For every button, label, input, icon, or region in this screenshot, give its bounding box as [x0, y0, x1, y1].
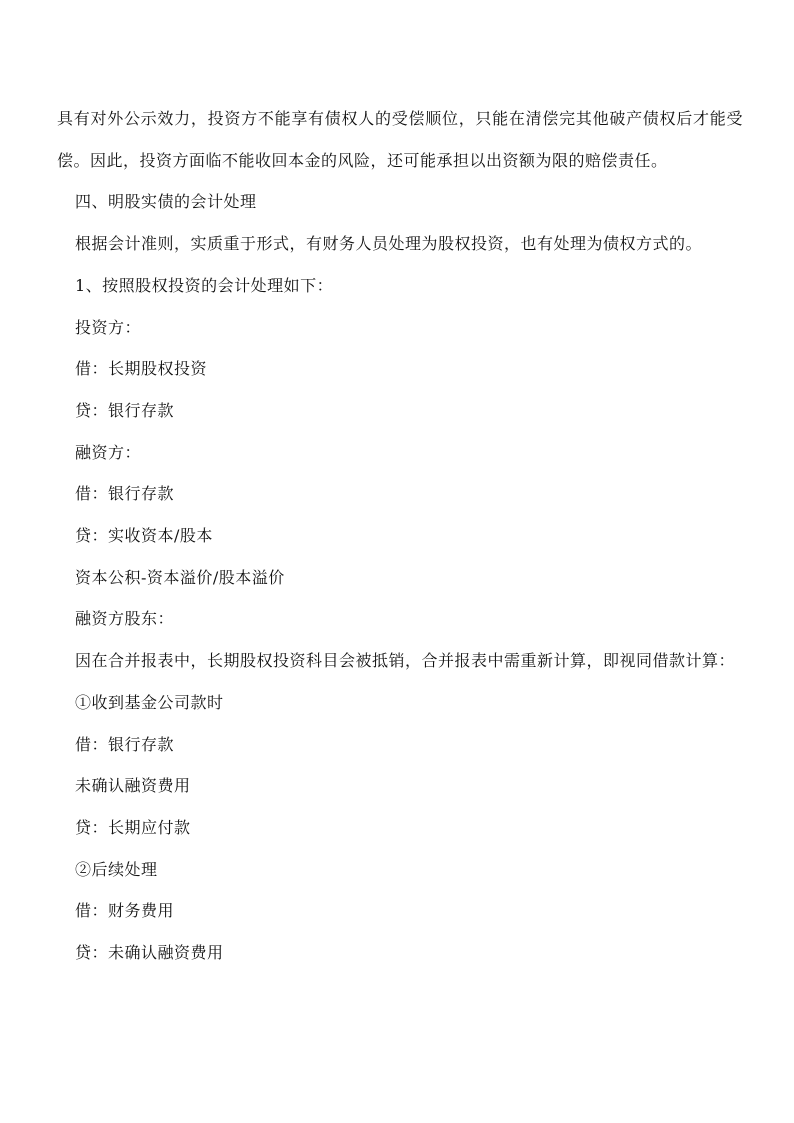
entry-credit-unrecognized-financing-expense: 贷：未确认融资费用: [75, 943, 224, 963]
paragraph-continuation: 具有对外公示效力，投资方不能享有债权人的受偿顺位，只能在清偿完其他破产债权后才能受偿。因此，投资方面临不能收回本金的风险，还可能承担以出资额为限的赔偿责任。: [57, 109, 743, 170]
label-financing-shareholder: 融资方股东：: [75, 609, 175, 629]
entry-debit-financial-expense: 借：财务费用: [75, 901, 175, 921]
entry-debit-bank-deposit-2: 借：银行存款: [75, 734, 175, 754]
entry-credit-paid-in-capital: 贷：实收资本/股本: [75, 526, 213, 546]
step-receive-fund-payment: ①收到基金公司款时: [75, 692, 224, 712]
label-financing-party: 融资方：: [75, 442, 142, 462]
subheading-equity-investment: 1、按照股权投资的会计处理如下：: [75, 275, 334, 295]
entry-unrecognized-financing-expense: 未确认融资费用: [75, 776, 191, 796]
entry-credit-long-term-payable: 贷：长期应付款: [75, 817, 191, 837]
section-heading-accounting: 四、明股实债的会计处理: [75, 192, 257, 212]
entry-credit-bank-deposit: 贷：银行存款: [75, 400, 175, 420]
paragraph-accounting-standards: 根据会计准则，实质重于形式，有财务人员处理为股权投资，也有处理为债权方式的。: [75, 234, 703, 254]
step-subsequent-treatment: ②后续处理: [75, 859, 158, 879]
entry-debit-long-term-equity: 借：长期股权投资: [75, 359, 208, 379]
paragraph-consolidation: 因在合并报表中，长期股权投资科目会被抵销，合并报表中需重新计算，即视同借款计算：: [75, 651, 736, 671]
document-body: [57, 98, 743, 974]
entry-capital-reserve: 资本公积-资本溢价/股本溢价: [75, 567, 285, 587]
entry-debit-bank-deposit: 借：银行存款: [75, 484, 175, 504]
label-investor: 投资方：: [75, 317, 142, 337]
